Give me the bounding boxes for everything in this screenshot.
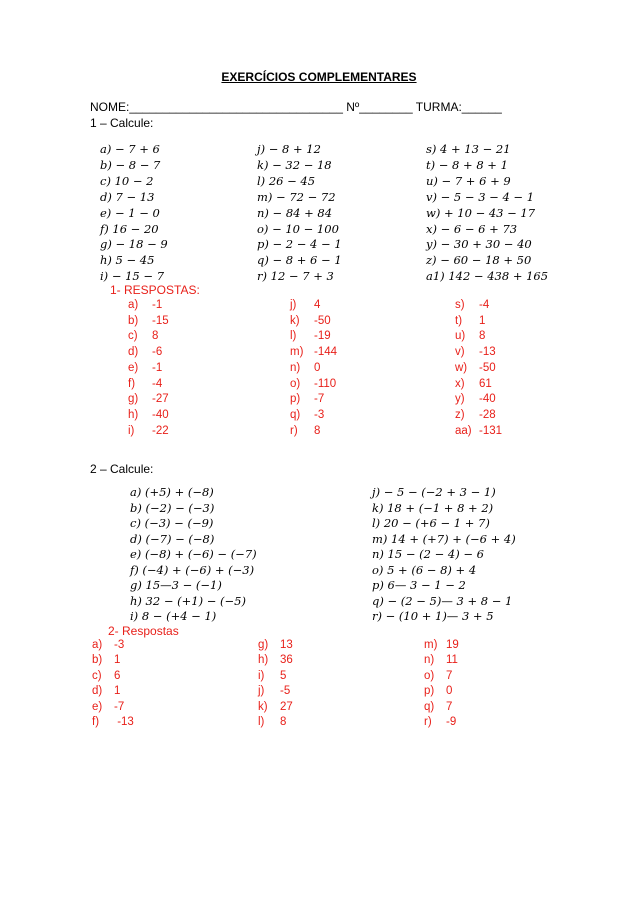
answer-letter: m): [290, 346, 304, 359]
answer-value: -22: [152, 424, 169, 437]
answer-value: 13: [280, 639, 293, 651]
answer-letter: g): [128, 393, 139, 406]
answer-letter: l): [290, 330, 297, 343]
answer-item: [258, 684, 293, 699]
exercise-item: 𝑓) 16 − 20: [100, 221, 159, 236]
answer-letter: aa): [455, 424, 472, 437]
answer-item: [290, 408, 337, 424]
answer-value: -50: [314, 314, 331, 327]
answer-letter: j): [290, 299, 297, 311]
answer-value: 6: [114, 669, 121, 682]
answer-value: 8: [479, 330, 486, 343]
answer-value: 8: [152, 330, 159, 343]
a1-column-3: [455, 298, 502, 439]
answer-letter: k): [290, 314, 300, 327]
answer-item: [455, 361, 502, 377]
answer-value: 0: [314, 361, 321, 374]
exercise-item: 𝑥) − 6 − 6 + 73: [426, 221, 518, 236]
exercise-item: 𝑝) 6— 3 − 1 − 2: [372, 578, 466, 592]
answers-2-label: 2- Respostas: [108, 624, 179, 638]
answer-letter: i): [258, 669, 265, 682]
answer-item: [258, 669, 293, 684]
answer-item: [258, 700, 293, 715]
answer-item: [128, 408, 169, 424]
exercise-item: 𝑎1) 142 − 438 + 165: [426, 269, 549, 284]
answer-letter: q): [290, 408, 301, 421]
answer-value: 7: [446, 669, 453, 682]
answer-value: -13: [114, 716, 134, 729]
a1-column-2: [290, 298, 337, 439]
exercise-item: 𝑎) − 7 + 6: [100, 142, 160, 156]
exercise-item: 𝑖) − 15 − 7: [100, 269, 165, 284]
answer-item: [128, 361, 169, 377]
answer-value: 4: [314, 299, 321, 311]
answer-letter: e): [128, 361, 139, 374]
exercise-item: 𝑝) − 2 − 4 − 1: [257, 237, 342, 252]
answer-item: [128, 329, 169, 345]
answer-item: [290, 329, 337, 345]
answer-value: -40: [479, 393, 496, 406]
answer-letter: j): [258, 685, 265, 698]
answer-letter: f): [92, 716, 100, 729]
answer-value: 36: [280, 654, 293, 667]
answer-letter: r): [290, 424, 298, 437]
answer-value: -13: [479, 346, 496, 359]
answer-letter: l): [258, 716, 265, 729]
a2-column-2: [258, 638, 293, 730]
q1-column-2: [257, 142, 342, 285]
answer-letter: c): [128, 330, 138, 343]
answer-letter: o): [290, 377, 301, 390]
answer-letter: b): [92, 654, 103, 667]
page-title: EXERCÍCIOS COMPLEMENTARES: [221, 70, 417, 84]
answer-value: -1: [152, 299, 163, 311]
answer-letter: b): [128, 314, 139, 327]
answer-item: [128, 377, 169, 393]
exercise-item: 𝑏) (−2) − (−3): [130, 500, 215, 515]
answer-value: 1: [479, 314, 486, 327]
exercise-item: 𝑐) (−3) − (−9): [130, 516, 214, 530]
exercise-item: 𝑞) − (2 − 5)— 3 + 8 − 1: [372, 593, 513, 608]
answer-value: -7: [114, 700, 125, 713]
answer-letter: m): [424, 639, 438, 651]
exercise-item: 𝑓) (−4) + (−6) + (−3): [130, 562, 255, 577]
answer-item: [128, 392, 169, 408]
exercise-item: 𝑦) − 30 + 30 − 40: [426, 237, 532, 252]
answer-letter: k): [258, 700, 268, 713]
answer-value: -1: [152, 361, 163, 374]
answer-value: -27: [152, 393, 169, 406]
exercise-item: 𝑙) 26 − 45: [257, 173, 316, 188]
header-line: NOME:________________________________ Nº________ TURMA:______: [90, 100, 502, 114]
answer-value: 5: [280, 669, 287, 682]
exercise-item: 𝑑) (−7) − (−8): [130, 531, 215, 546]
answer-value: 8: [280, 716, 287, 729]
exercise-item: 𝑐) 10 − 2: [100, 173, 154, 188]
answer-item: [424, 700, 459, 715]
answer-value: 11: [446, 654, 458, 667]
answer-letter: q): [424, 700, 435, 713]
answer-value: 61: [479, 377, 492, 390]
answer-item: [455, 329, 502, 345]
answer-item: [128, 345, 169, 361]
exercise-item: ℎ) 32 − (+1) − (−5): [130, 593, 246, 608]
answer-item: [258, 638, 293, 653]
exercise-item: 𝑟) 12 − 7 + 3: [257, 269, 334, 284]
answer-item: [290, 361, 337, 377]
answer-item: [92, 653, 134, 668]
exercise-item: 𝑘) − 32 − 18: [257, 157, 332, 172]
exercise-item: 𝑛) − 84 + 84: [257, 205, 333, 220]
answer-item: [290, 377, 337, 393]
a2-column-1: [92, 638, 134, 730]
answer-item: [424, 638, 459, 653]
answer-item: [455, 298, 502, 314]
answer-letter: x): [455, 377, 465, 390]
answer-value: 0: [446, 685, 453, 698]
answer-value: 8: [314, 424, 321, 437]
exercise-item: 𝑑) 7 − 13: [100, 189, 155, 204]
exercise-item: 𝑧) − 60 − 18 + 50: [426, 253, 532, 268]
answer-value: -28: [479, 408, 496, 421]
answer-letter: y): [455, 393, 465, 406]
exercise-item: 𝑘) 18 + (−1 + 8 + 2): [372, 500, 494, 515]
exercise-item: 𝑡) − 8 + 8 + 1: [426, 157, 508, 172]
answer-item: [92, 638, 134, 653]
answer-item: [424, 669, 459, 684]
answer-letter: o): [424, 669, 435, 682]
exercise-item: 𝑞) − 8 + 6 − 1: [257, 253, 342, 268]
answer-item: [290, 345, 337, 361]
answer-letter: u): [455, 330, 466, 343]
answer-letter: a): [128, 299, 139, 311]
answer-item: [455, 345, 502, 361]
exercise-item: 𝑣) − 5 − 3 − 4 − 1: [426, 189, 535, 204]
answer-letter: g): [258, 639, 269, 651]
exercise-item: 𝑖) 8 − (+4 − 1): [130, 609, 217, 623]
a1-column-1: [128, 298, 169, 439]
answer-value: -4: [152, 377, 163, 390]
answer-value: 1: [114, 685, 121, 698]
exercise-item: 𝑟) − (10 + 1)— 3 + 5: [372, 609, 494, 623]
answer-item: [290, 392, 337, 408]
answer-item: [424, 684, 459, 699]
exercise-item: 𝑛) 15 − (2 − 4) − 6: [372, 547, 484, 561]
a2-column-3: [424, 638, 459, 730]
answer-item: [455, 392, 502, 408]
answer-value: -110: [314, 377, 337, 390]
answer-letter: p): [424, 685, 435, 698]
answer-value: -6: [152, 346, 163, 359]
answer-value: -15: [152, 314, 169, 327]
answer-item: [455, 408, 502, 424]
exercise-item: 𝑏) − 8 − 7: [100, 157, 161, 172]
answer-letter: t): [455, 314, 463, 327]
answer-value: -131: [479, 424, 503, 437]
exercise-item: 𝑔) 15—3 − (−1): [130, 578, 222, 592]
answer-value: -40: [152, 408, 169, 421]
answer-item: [290, 298, 337, 314]
answer-letter: w): [455, 361, 468, 374]
answer-item: [455, 377, 502, 393]
answer-letter: n): [290, 361, 301, 374]
answer-value: -5: [280, 685, 291, 698]
q1-column-3: [426, 142, 548, 285]
exercise-item: 𝑙) 20 − (+6 − 1 + 7): [372, 516, 490, 530]
answer-value: -7: [314, 393, 325, 406]
answer-value: -3: [314, 408, 325, 421]
exercise-item: 𝑜) − 10 − 100: [257, 221, 339, 236]
answer-item: [92, 715, 134, 730]
exercise-item: 𝑜) 5 + (6 − 8) + 4: [372, 562, 477, 577]
answer-item: [258, 653, 293, 668]
answer-letter: v): [455, 346, 465, 359]
exercise-item: 𝑚) − 72 − 72: [257, 189, 336, 204]
answer-value: 7: [446, 700, 453, 713]
answer-item: [92, 684, 134, 699]
answers-1-label: 1- RESPOSTAS:: [110, 283, 200, 297]
answer-value: -4: [479, 299, 490, 311]
answer-letter: d): [128, 346, 139, 359]
answer-item: [128, 314, 169, 330]
answer-letter: c): [92, 669, 102, 682]
answer-item: [258, 715, 293, 730]
answer-letter: i): [128, 424, 135, 437]
answer-item: [424, 715, 459, 730]
answer-item: [92, 669, 134, 684]
q2-column-2: [372, 485, 516, 625]
exercise-item: 𝑤) + 10 − 43 − 17: [426, 205, 536, 220]
answer-value: -3: [114, 639, 125, 651]
exercise-item: 𝑗) − 5 − (−2 + 3 − 1): [372, 485, 496, 499]
answer-letter: p): [290, 393, 301, 406]
answer-item: [455, 314, 502, 330]
answer-letter: r): [424, 716, 432, 729]
answer-value: -19: [314, 330, 331, 343]
answer-value: -50: [479, 361, 496, 374]
exercise-item: ℎ) 5 − 45: [100, 253, 155, 268]
answer-item: [424, 653, 459, 668]
exercise-item: 𝑔) − 18 − 9: [100, 237, 168, 252]
answer-value: -9: [446, 716, 457, 729]
answer-item: [92, 700, 134, 715]
answer-letter: d): [92, 685, 103, 698]
answer-item: [455, 424, 502, 440]
answer-value: 27: [280, 700, 293, 713]
answer-item: [290, 314, 337, 330]
answer-letter: a): [92, 639, 103, 651]
question-1-label: 1 – Calcule:: [90, 116, 154, 130]
answer-letter: s): [455, 299, 465, 311]
exercise-item: 𝑗) − 8 + 12: [257, 142, 321, 156]
answer-letter: z): [455, 408, 465, 421]
answer-letter: f): [128, 377, 136, 390]
answer-item: [128, 424, 169, 440]
exercise-item: 𝑠) 4 + 13 − 21: [426, 142, 511, 156]
answer-item: [290, 424, 337, 440]
answer-letter: n): [424, 654, 435, 667]
q2-column-1: [130, 485, 257, 625]
exercise-item: 𝑚) 14 + (+7) + (−6 + 4): [372, 531, 516, 546]
answer-value: 19: [446, 639, 459, 651]
exercise-item: 𝑒) (−8) + (−6) − (−7): [130, 547, 257, 561]
answer-value: -144: [314, 346, 338, 359]
question-2-label: 2 – Calcule:: [90, 462, 154, 476]
exercise-item: 𝑎) (+5) + (−8): [130, 485, 214, 499]
answer-item: [128, 298, 169, 314]
answer-letter: h): [258, 654, 269, 667]
answer-letter: e): [92, 700, 103, 713]
exercise-item: 𝑢) − 7 + 6 + 9: [426, 173, 511, 188]
answer-letter: h): [128, 408, 139, 421]
exercise-item: 𝑒) − 1 − 0: [100, 205, 160, 220]
answer-value: 1: [114, 654, 121, 667]
q1-column-1: [100, 142, 168, 285]
